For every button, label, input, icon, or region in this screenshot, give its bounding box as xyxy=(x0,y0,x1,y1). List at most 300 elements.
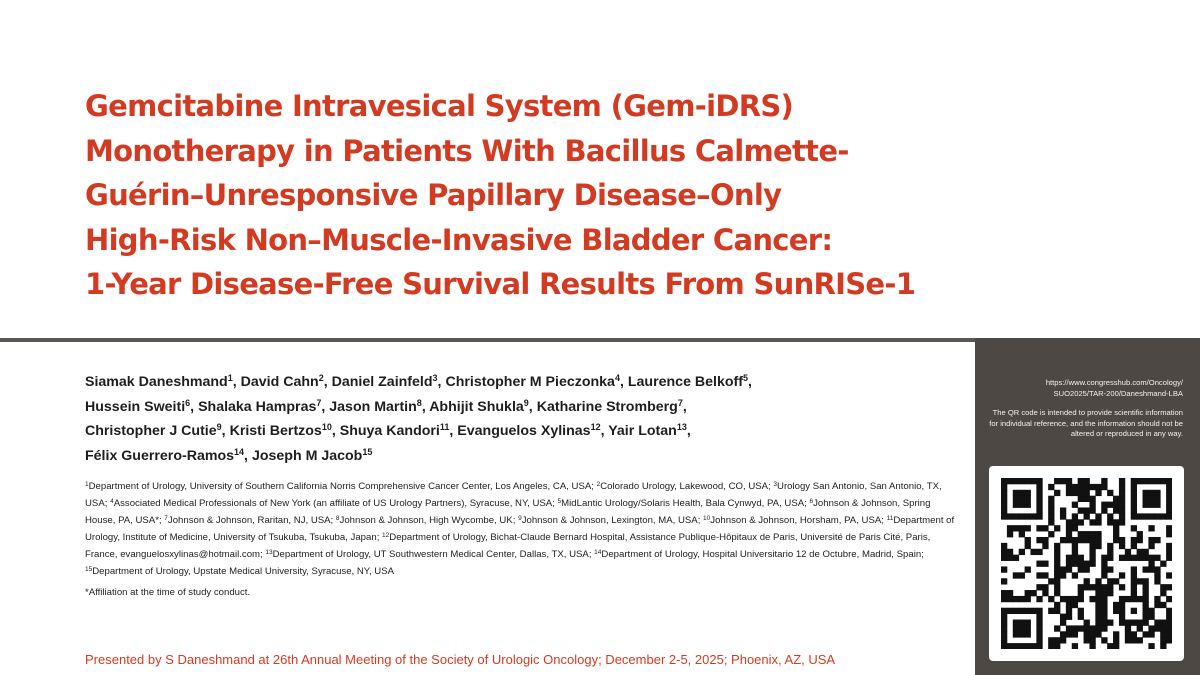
affiliation-text: Johnson & Johnson, Spring House, PA, USA*; xyxy=(85,498,931,527)
author-affiliation-number: 10 xyxy=(321,422,332,432)
affiliation-text: Department of Urology, Upstate Medical University, Syracuse, NY, USA xyxy=(92,566,395,578)
qr-module xyxy=(1143,490,1149,496)
qr-module xyxy=(1095,484,1101,490)
affiliation-number: 9 xyxy=(518,515,522,523)
qr-module xyxy=(1137,596,1143,602)
qr-module xyxy=(1148,608,1154,614)
qr-module xyxy=(1089,484,1095,490)
qr-module xyxy=(1013,631,1019,637)
qr-module xyxy=(1148,631,1154,637)
qr-module xyxy=(1148,478,1154,484)
qr-module xyxy=(1060,572,1066,578)
qr-module xyxy=(1030,643,1036,649)
qr-module xyxy=(1125,631,1131,637)
qr-sidebar xyxy=(975,338,1200,675)
qr-module xyxy=(1119,513,1125,519)
author-name-text: David Cahn xyxy=(240,374,319,390)
qr-module xyxy=(1084,637,1090,643)
affiliation-text: Urology San Antonio, San Antonio, TX, USA; xyxy=(85,481,942,510)
qr-module xyxy=(1072,490,1078,496)
qr-module xyxy=(1113,643,1119,649)
author-name-text: Kristi Bertzos xyxy=(229,423,322,439)
qr-module xyxy=(1001,631,1007,637)
qr-module xyxy=(1113,525,1119,531)
qr-module xyxy=(1048,578,1054,584)
author-name-text: Joseph M Jacob xyxy=(251,447,363,464)
qr-module xyxy=(1036,537,1042,543)
qr-module xyxy=(1143,566,1149,572)
qr-module xyxy=(1101,502,1107,508)
qr-module xyxy=(1036,478,1042,484)
qr-module xyxy=(1154,513,1160,519)
author-name: Laurence Belkoff$^5$, xyxy=(627,373,752,390)
qr-module xyxy=(1154,537,1160,543)
qr-module xyxy=(1060,478,1066,484)
qr-module xyxy=(1036,620,1042,626)
qr-module xyxy=(1137,549,1143,555)
qr-module xyxy=(1125,620,1131,626)
qr-module xyxy=(1143,578,1149,584)
qr-module xyxy=(1019,625,1025,631)
qr-module xyxy=(1148,566,1154,572)
qr-module xyxy=(1060,513,1066,519)
affiliation-text: MidLantic Urology/Solaris Health, Bala Cynwyd, PA, USA; xyxy=(561,498,807,510)
qr-module xyxy=(1095,490,1101,496)
qr-module xyxy=(1025,537,1031,543)
qr-module xyxy=(1119,602,1125,608)
qr-module xyxy=(1154,555,1160,561)
qr-module xyxy=(1036,496,1042,502)
affiliation-entry xyxy=(336,515,516,526)
author-name-text: Katharine Stromberg xyxy=(536,398,678,415)
qr-module xyxy=(1125,637,1131,643)
qr-module xyxy=(1013,608,1019,614)
qr-module xyxy=(1066,608,1072,614)
qr-module xyxy=(1107,643,1113,649)
qr-module xyxy=(1160,602,1166,608)
qr-module xyxy=(1048,637,1054,643)
qr-module xyxy=(1048,643,1054,649)
affiliation-text: Johnson & Johnson, Lexington, MA, USA; xyxy=(521,515,701,527)
qr-module xyxy=(1154,620,1160,626)
author-affiliation-number: 15 xyxy=(362,446,373,457)
qr-module xyxy=(1131,590,1137,596)
qr-module xyxy=(1025,566,1031,572)
qr-module xyxy=(1143,631,1149,637)
qr-module xyxy=(1078,484,1084,490)
section-divider xyxy=(0,338,975,342)
qr-module xyxy=(1154,596,1160,602)
qr-module xyxy=(1019,531,1025,537)
author-name: David Cahn$^2$, xyxy=(240,373,328,390)
qr-module xyxy=(1036,549,1042,555)
qr-module xyxy=(1143,513,1149,519)
affiliation-entry xyxy=(265,549,591,560)
qr-module xyxy=(1025,513,1031,519)
qr-module xyxy=(1089,637,1095,643)
affiliation-text: Department of Urology, UT Southwestern Medical Center, Dallas, TX, USA; xyxy=(272,549,592,561)
qr-module xyxy=(1137,531,1143,537)
author-name-text: Shalaka Hampras xyxy=(198,398,317,415)
qr-module xyxy=(1078,490,1084,496)
qr-module xyxy=(1113,531,1119,537)
qr-module xyxy=(1001,543,1007,549)
qr-module xyxy=(1078,478,1084,484)
qr-module xyxy=(1101,637,1107,643)
affiliation-text: Johnson & Johnson, High Wycombe, UK; xyxy=(339,515,516,527)
qr-module xyxy=(1166,525,1172,531)
qr-module xyxy=(1001,490,1007,496)
qr-module xyxy=(1048,513,1054,519)
qr-module xyxy=(1166,625,1172,631)
author-name: Evanguelos Xylinas$^{12}$, xyxy=(457,422,605,439)
author-name-text: Jason Martin xyxy=(329,398,417,415)
qr-module xyxy=(1143,496,1149,502)
qr-module xyxy=(1048,507,1054,513)
qr-module xyxy=(1078,507,1084,513)
qr-module xyxy=(1019,549,1025,555)
qr-module xyxy=(1019,608,1025,614)
qr-module xyxy=(1066,519,1072,525)
author-affiliation-number: 7 xyxy=(316,397,322,408)
qr-module xyxy=(1066,561,1072,567)
qr-module xyxy=(1089,537,1095,543)
qr-module xyxy=(1137,578,1143,584)
qr-module xyxy=(1095,531,1101,537)
qr-module xyxy=(1137,537,1143,543)
affiliation-text: Department of Urology, Bichat-Claude Bernard Hospital, Assistance Publique-Hôpitaux de Paris, Université de Paris Cité, Paris, France, evanguelosxylinas@hotmail.com; xyxy=(85,532,931,561)
qr-module xyxy=(1066,555,1072,561)
qr-module xyxy=(1089,549,1095,555)
qr-module xyxy=(1054,584,1060,590)
qr-module xyxy=(1048,596,1054,602)
qr-module xyxy=(1089,502,1095,508)
qr-module xyxy=(1119,608,1125,614)
qr-module xyxy=(1060,631,1066,637)
qr-module xyxy=(1025,625,1031,631)
qr-module xyxy=(1148,513,1154,519)
qr-module xyxy=(1131,502,1137,508)
qr-module xyxy=(1119,614,1125,620)
qr-url[interactable] xyxy=(983,378,1183,399)
qr-module xyxy=(1154,496,1160,502)
qr-module xyxy=(1166,549,1172,555)
qr-module xyxy=(1030,513,1036,519)
author-name-text: Abhijit Shukla xyxy=(429,398,524,415)
qr-module xyxy=(1166,584,1172,590)
qr-module xyxy=(1166,478,1172,484)
affiliation-entry xyxy=(518,515,700,526)
affiliation-number: 5 xyxy=(557,498,562,506)
qr-module xyxy=(1113,507,1119,513)
qr-module xyxy=(1001,478,1007,484)
qr-code[interactable] xyxy=(989,466,1184,661)
qr-module xyxy=(1137,625,1143,631)
qr-module xyxy=(1131,484,1137,490)
qr-module xyxy=(1048,531,1054,537)
affiliation-number: 11 xyxy=(886,515,894,523)
qr-module xyxy=(1089,561,1095,567)
qr-module xyxy=(1084,561,1090,567)
affiliation-footnote: *Affiliation at the time of study conduct. xyxy=(85,587,251,598)
qr-module xyxy=(1048,608,1054,614)
qr-module xyxy=(1131,525,1137,531)
qr-module xyxy=(1036,484,1042,490)
qr-module xyxy=(1084,507,1090,513)
author-name: Katharine Stromberg$^7$, xyxy=(536,397,687,415)
qr-module xyxy=(1054,625,1060,631)
qr-module xyxy=(1054,590,1060,596)
title-line: High-Risk Non–Muscle-Invasive Bladder Cancer: xyxy=(85,222,833,257)
qr-module xyxy=(1072,537,1078,543)
qr-module xyxy=(1072,572,1078,578)
affiliation-number: 14 xyxy=(594,549,602,557)
qr-module xyxy=(1042,572,1048,578)
qr-module xyxy=(1131,596,1137,602)
affiliation-entry xyxy=(110,498,555,509)
qr-module xyxy=(1007,590,1013,596)
author-name: Félix Guerrero-Ramos$^{14}$, xyxy=(85,446,248,464)
qr-module xyxy=(1036,572,1042,578)
qr-module xyxy=(1001,507,1007,513)
qr-module xyxy=(1095,543,1101,549)
qr-module xyxy=(1101,620,1107,626)
qr-module xyxy=(1143,614,1149,620)
qr-module xyxy=(1166,502,1172,508)
qr-module xyxy=(1125,625,1131,631)
qr-module xyxy=(1066,614,1072,620)
author-name-text: Evanguelos Xylinas xyxy=(457,423,591,439)
author-name-text: Félix Guerrero-Ramos xyxy=(85,447,235,464)
qr-module xyxy=(1143,549,1149,555)
qr-disclaimer: The QR code is intended to provide scientific information for individual reference, and the information should not be altered or reproduced in any way. xyxy=(989,408,1183,438)
qr-module xyxy=(1095,584,1101,590)
qr-module xyxy=(1025,643,1031,649)
qr-module xyxy=(1107,549,1113,555)
qr-module xyxy=(1019,631,1025,637)
qr-module xyxy=(1119,478,1125,484)
qr-module xyxy=(1095,602,1101,608)
qr-module xyxy=(1078,590,1084,596)
qr-module xyxy=(1042,561,1048,567)
qr-module xyxy=(1048,496,1054,502)
qr-module xyxy=(1131,631,1137,637)
affiliation-entry xyxy=(558,498,807,509)
qr-module xyxy=(1131,513,1137,519)
author-name: Hussein Sweiti$^6$, xyxy=(85,397,195,415)
qr-module xyxy=(1001,625,1007,631)
qr-module xyxy=(1054,566,1060,572)
title-line: Gemcitabine Intravesical System (Gem-iDRS) xyxy=(85,89,794,123)
qr-module xyxy=(1013,620,1019,626)
qr-module xyxy=(1125,596,1131,602)
qr-module xyxy=(1072,484,1078,490)
qr-module xyxy=(1072,519,1078,525)
qr-module xyxy=(1007,549,1013,555)
qr-module xyxy=(1101,478,1107,484)
author-affiliation-number: 1 xyxy=(227,373,233,383)
qr-module xyxy=(1119,596,1125,602)
qr-module xyxy=(1013,643,1019,649)
qr-module xyxy=(1030,478,1036,484)
affiliation-list xyxy=(85,477,957,580)
qr-module xyxy=(1095,513,1101,519)
qr-module xyxy=(1001,643,1007,649)
qr-module xyxy=(1095,608,1101,614)
qr-module xyxy=(1089,631,1095,637)
affiliation-number: 1 xyxy=(85,481,89,488)
qr-module xyxy=(1066,531,1072,537)
qr-module xyxy=(1101,507,1107,513)
qr-module xyxy=(1054,643,1060,649)
qr-module xyxy=(1025,596,1031,602)
qr-module xyxy=(1078,608,1084,614)
qr-module xyxy=(1013,572,1019,578)
qr-module xyxy=(1101,572,1107,578)
qr-module xyxy=(1001,555,1007,561)
qr-module xyxy=(1095,620,1101,626)
qr-module xyxy=(1084,484,1090,490)
qr-module xyxy=(1160,637,1166,643)
qr-module xyxy=(1084,631,1090,637)
qr-module xyxy=(1078,614,1084,620)
qr-module xyxy=(1166,596,1172,602)
qr-module xyxy=(1125,549,1131,555)
qr-module xyxy=(1095,578,1101,584)
author-affiliation-number: 9 xyxy=(523,397,529,408)
qr-module xyxy=(1107,555,1113,561)
qr-module xyxy=(1001,502,1007,508)
title-line: 1-Year Disease-Free Survival Results From SunRISe-1 xyxy=(85,267,916,301)
qr-module xyxy=(1131,543,1137,549)
qr-module xyxy=(1131,555,1137,561)
qr-module xyxy=(1072,555,1078,561)
author-affiliation-number: 7 xyxy=(677,397,683,408)
author-affiliation-number: 5 xyxy=(742,373,748,383)
qr-module xyxy=(1166,543,1172,549)
author-affiliation-number: 4 xyxy=(614,373,620,383)
qr-module xyxy=(1001,608,1007,614)
author-name: Jason Martin$^8$, xyxy=(329,397,426,415)
qr-module xyxy=(1001,566,1007,572)
qr-module xyxy=(1089,531,1095,537)
qr-module xyxy=(1166,490,1172,496)
qr-module xyxy=(1113,637,1119,643)
qr-module xyxy=(1001,614,1007,620)
qr-module xyxy=(1078,537,1084,543)
qr-module xyxy=(1025,631,1031,637)
qr-module xyxy=(1001,620,1007,626)
author-name: Yair Lotan$^{13}$, xyxy=(608,422,691,439)
affiliation-number: 13 xyxy=(265,549,273,557)
qr-module xyxy=(1148,614,1154,620)
author-name-text: Christopher J Cutie xyxy=(85,423,217,439)
qr-module xyxy=(1036,608,1042,614)
qr-module xyxy=(1066,478,1072,484)
qr-module xyxy=(1095,614,1101,620)
qr-module xyxy=(1078,566,1084,572)
affiliation-number: 4 xyxy=(110,498,114,506)
author-name-text: Christopher M Pieczonka xyxy=(445,374,615,390)
qr-module xyxy=(1001,484,1007,490)
qr-module xyxy=(1084,620,1090,626)
qr-module xyxy=(1007,525,1013,531)
qr-module xyxy=(1036,525,1042,531)
affiliation-number: 6 xyxy=(809,498,814,506)
qr-module xyxy=(1025,478,1031,484)
affiliation-entry xyxy=(594,549,924,560)
qr-module xyxy=(1131,608,1137,614)
qr-module xyxy=(1042,537,1048,543)
qr-module xyxy=(1113,537,1119,543)
qr-module xyxy=(1154,478,1160,484)
qr-module xyxy=(1066,602,1072,608)
qr-module xyxy=(1001,513,1007,519)
qr-module xyxy=(1042,590,1048,596)
qr-module xyxy=(1054,549,1060,555)
author-name: Abhijit Shukla$^9$, xyxy=(429,397,533,415)
qr-module xyxy=(1013,555,1019,561)
qr-module xyxy=(1131,572,1137,578)
qr-module xyxy=(1036,584,1042,590)
qr-module xyxy=(1078,596,1084,602)
qr-module xyxy=(1084,578,1090,584)
author-affiliation-number: 3 xyxy=(432,373,438,383)
qr-module xyxy=(1019,572,1025,578)
qr-module xyxy=(1025,490,1031,496)
qr-module xyxy=(1160,631,1166,637)
qr-module xyxy=(1030,590,1036,596)
qr-module xyxy=(1107,590,1113,596)
qr-module xyxy=(1054,561,1060,567)
qr-module xyxy=(1084,625,1090,631)
qr-module xyxy=(1154,602,1160,608)
qr-module xyxy=(1148,496,1154,502)
qr-module xyxy=(1013,490,1019,496)
qr-module xyxy=(1042,525,1048,531)
qr-module xyxy=(1143,555,1149,561)
qr-module xyxy=(1084,490,1090,496)
qr-module xyxy=(1072,561,1078,567)
qr-module xyxy=(1078,625,1084,631)
affiliation-number: 15 xyxy=(85,566,93,574)
qr-module xyxy=(1107,543,1113,549)
affiliation-entry xyxy=(703,515,884,526)
qr-module xyxy=(1072,643,1078,649)
qr-module xyxy=(1078,519,1084,525)
qr-module xyxy=(1054,543,1060,549)
qr-module xyxy=(1066,625,1072,631)
qr-module xyxy=(1095,519,1101,525)
affiliation-text: Department of Urology, Hospital Universitario 12 de Octubre, Madrid, Spain; xyxy=(601,549,924,561)
qr-module xyxy=(1166,507,1172,513)
qr-module xyxy=(1001,578,1007,584)
affiliation-text: Johnson & Johnson, Horsham, PA, USA; xyxy=(710,515,884,527)
affiliation-number: 3 xyxy=(773,481,778,488)
qr-module xyxy=(1025,590,1031,596)
qr-module xyxy=(1107,584,1113,590)
author-name-text: Yair Lotan xyxy=(608,423,677,439)
qr-module xyxy=(1078,496,1084,502)
qr-module xyxy=(1148,561,1154,567)
qr-module xyxy=(1066,596,1072,602)
author-name-text: Siamak Daneshmand xyxy=(85,374,228,390)
qr-module xyxy=(1148,555,1154,561)
qr-module xyxy=(1137,478,1143,484)
title-line: Guérin–Unresponsive Papillary Disease–Only xyxy=(85,178,782,212)
qr-module xyxy=(1107,502,1113,508)
affiliation-text: Johnson & Johnson, Raritan, NJ, USA; xyxy=(167,515,334,527)
